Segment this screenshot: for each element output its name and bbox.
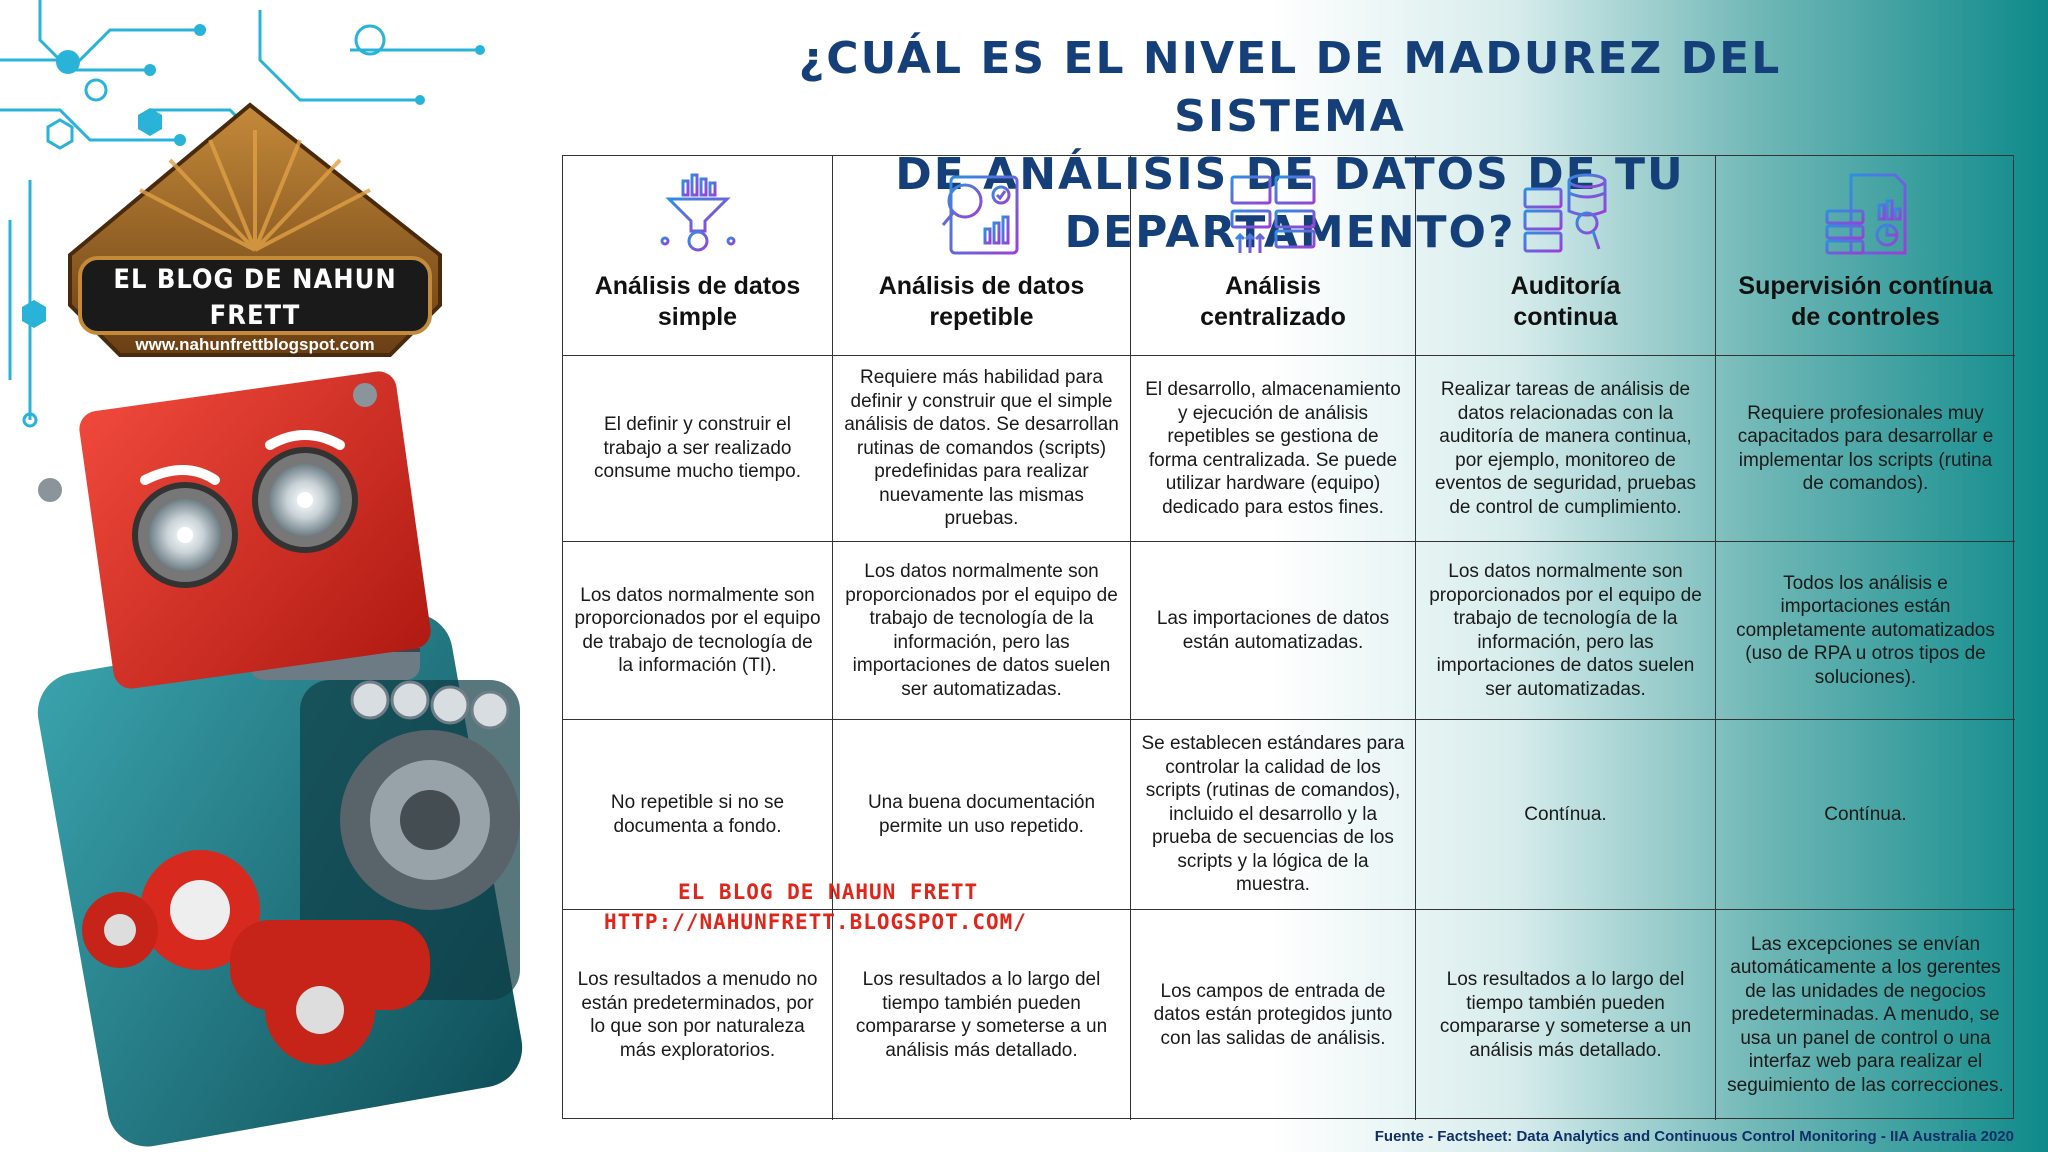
robot-illustration (0, 0, 560, 1152)
table-cell: Realizar tareas de análisis de datos relacionadas con la auditoría de manera continua, por ejemplo, monitoreo de eventos de seguridad, pruebas de control de cumplimiento. (1416, 356, 1716, 542)
logo-name: EL BLOG DE NAHUN FRETT (113, 264, 397, 331)
table-cell: Una buena documentación permite un uso repetido. (833, 720, 1131, 910)
table-cell: Contínua. (1716, 720, 2015, 910)
table-cell: Los datos normalmente son proporcionados por el equipo de trabajo de tecnología de la información, pero las importaciones de datos suelen ser automatizadas. (833, 542, 1131, 720)
column-title-4-line-2: continua (1513, 303, 1618, 331)
table-cell: El desarrollo, almacenamiento y ejecución de análisis repetibles se gestiona de forma centralizada. Se puede utilizar hardware (equipo) dedicado para estos fines. (1131, 356, 1416, 542)
column-title-2 (879, 271, 1085, 333)
table-cell: Los campos de entrada de datos están protegidos junto con las salidas de análisis. (1131, 910, 1416, 1120)
column-title-1-line-1: Análisis de datos (594, 272, 801, 300)
column-title-5-line-1: Supervisión contínua (1738, 272, 1993, 300)
table-cell: El definir y construir el trabajo a ser realizado consume mucho tiempo. (563, 356, 833, 542)
logo-url: www.nahunfrettblogspot.com (135, 335, 375, 354)
column-title-4 (1511, 271, 1621, 333)
title-line-1: ¿CUÁL ES EL NIVEL DE MADUREZ DEL SISTEMA (798, 33, 1782, 142)
table-cell: No repetible si no se documenta a fondo. (563, 720, 833, 910)
column-title-3-line-1: Análisis (1225, 272, 1321, 300)
column-title-3-line-2: centralizado (1200, 303, 1346, 331)
column-header-1 (563, 156, 833, 356)
column-title-3 (1200, 271, 1346, 333)
column-header-3 (1131, 156, 1416, 356)
server-document-icon (1821, 171, 1911, 257)
table-cell: Las excepciones se envían automáticamente a los gerentes de las unidades de negocios predeterminadas. A menudo, se usa un panel de control o una interfaz web para realizar el seguimiento de las correcciones. (1727, 933, 2004, 1096)
table-cell: Todos los análisis e importaciones están completamente automatizados (uso de RPA u otros tipos de soluciones). (1716, 542, 2015, 720)
funnel-chart-icon (655, 171, 741, 257)
maturity-table (562, 155, 2014, 1119)
table-cell: Los resultados a menudo no están predeterminados, por lo que son por naturaleza más exploratorios. (563, 910, 833, 1120)
table-cell: Los resultados a lo largo del tiempo también pueden compararse y someterse a un análisis más detallado. (833, 910, 1131, 1120)
table-cell: Se establecen estándares para controlar la calidad de los scripts (rutinas de comandos), incluido el desarrollo y la prueba de secuencias de los scripts y la lógica de la muestra. (1131, 720, 1416, 910)
table-cell: Contínua. (1416, 720, 1716, 910)
column-header-2 (833, 156, 1131, 356)
source-credit: Fuente - Factsheet: Data Analytics and Continuous Control Monitoring - IIA Australia 2020 (1374, 1128, 2014, 1145)
column-title-5-line-2: de controles (1791, 303, 1940, 331)
table-cell: Los datos normalmente son proporcionados por el equipo de trabajo de tecnología de la información (TI). (563, 542, 833, 720)
database-search-icon (1521, 171, 1611, 257)
column-title-2-line-2: repetible (929, 303, 1034, 331)
column-title-2-line-1: Análisis de datos (878, 272, 1085, 300)
title-line-2: DE ANÁLISIS DE DATOS DE TU DEPARTAMENTO? (895, 149, 1685, 258)
servers-network-icon (1228, 171, 1318, 257)
table-cell: Los resultados a lo largo del tiempo también pueden compararse y someterse a un análisis más detallado. (1416, 910, 1716, 1120)
table-cell: Las importaciones de datos están automatizadas. (1131, 542, 1416, 720)
column-title-5 (1738, 271, 1992, 333)
table-cell: Los datos normalmente son proporcionados por el equipo de trabajo de tecnología de la información, pero las importaciones de datos suelen ser automatizadas. (1416, 542, 1716, 720)
table-cell: Requiere más habilidad para definir y construir que el simple análisis de datos. Se desarrollan rutinas de comandos (scripts) predefinidas para realizar nuevamente las mismas pruebas. (833, 356, 1131, 542)
logo-text (80, 262, 430, 356)
watermark-url: HTTP://NAHUNFRETT.BLOGSPOT.COM/ (604, 910, 1027, 934)
column-title-1-line-2: simple (657, 303, 738, 331)
column-title-1 (595, 271, 801, 333)
column-header-4 (1416, 156, 1716, 356)
report-magnifier-icon (937, 171, 1027, 257)
table-cell: Requiere profesionales muy capacitados para desarrollar e implementar los scripts (rutina de comandos). (1716, 356, 2015, 542)
watermark-title: EL BLOG DE NAHUN FRETT (678, 880, 979, 904)
robot (32, 369, 529, 1152)
column-header-5 (1716, 156, 2015, 356)
column-title-4-line-1: Auditoría (1510, 272, 1621, 300)
